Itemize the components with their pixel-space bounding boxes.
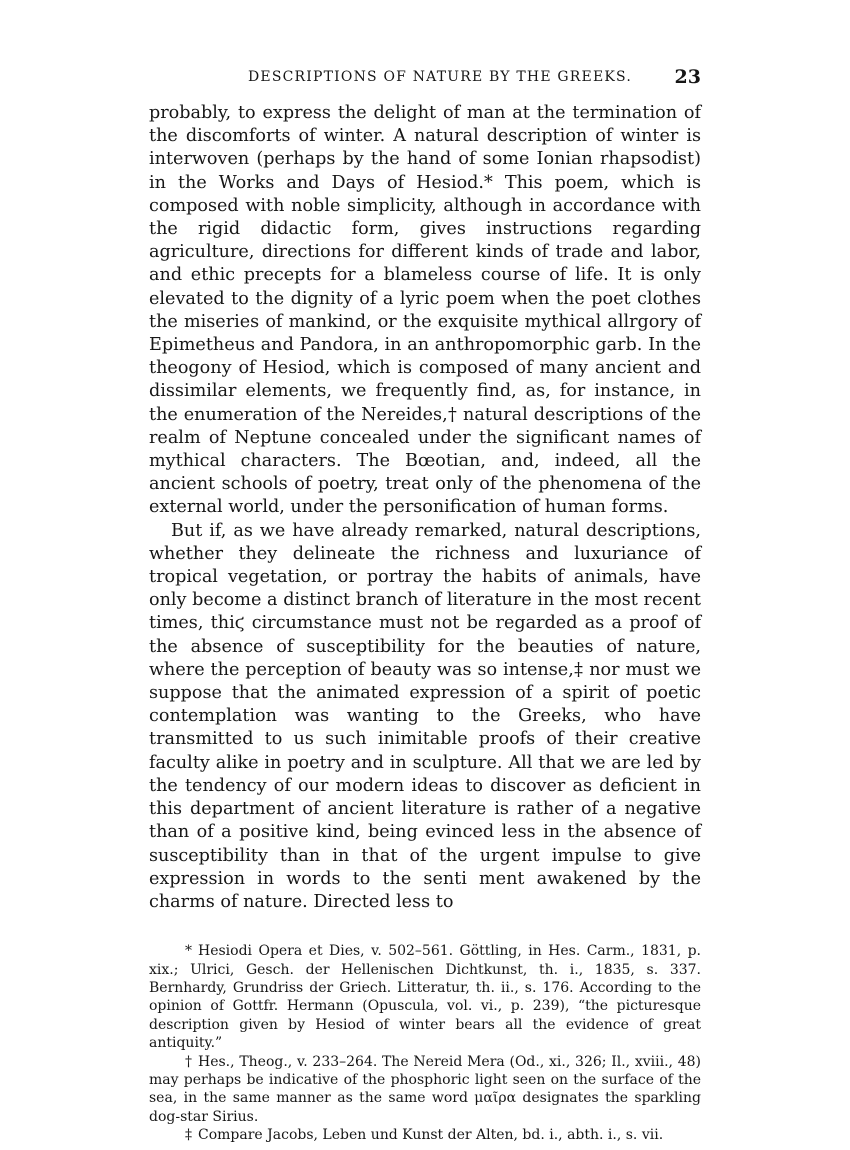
body-text [149, 102, 701, 914]
paragraph: probably, to express the delight of man at the termination of the discomforts of winter. A natural description of winter is interwoven (perhaps by the hand of some Ionian rhapsodist) in the Works and Days of Hesiod.* This poem, which is composed with noble simplicity, although in accordance with the rigid didactic form, gives instructions regarding agriculture, directions for different kinds of trade and labor, and ethic precepts for a blameless course of life. It is only elevated to the dignity of a lyric poem when the poet clothes the miseries of mankind, or the exquisite mythical allrgory of Epimetheus and Pandora, in an anthropomorphic garb. In the theogony of Hesiod, which is composed of many ancient and dissimilar elements, we frequently find, as, for instance, in the enumeration of the Nereides,† natural descriptions of the realm of Neptune concealed under the significant names of mythical characters. The Bœotian, and, indeed, all the ancient schools of poetry, treat only of the phenomena of the external world, under the personification of human forms. [149, 103, 701, 518]
running-head [149, 62, 701, 92]
footnote [149, 942, 701, 1052]
footnote [149, 1053, 701, 1127]
footnote-text: Hes., Theog., v. 233–264. The Nereid Mera (Od., xi., 326; Il., xviii., 48) may perhaps be indicative of the phosphoric light seen on the surface of the sea, in the same manner as the same word μαῖρα designates the sparkling dog-star Sirius. [149, 1053, 701, 1125]
page-number: 23 [674, 66, 701, 88]
footnotes [149, 942, 701, 1144]
footnote-mark: ‡ [185, 1127, 192, 1144]
footnote [149, 1126, 701, 1144]
running-head-title: DESCRIPTIONS OF NATURE BY THE GREEKS. [248, 69, 632, 85]
book-page [149, 62, 701, 1145]
footnote-mark: † [185, 1053, 192, 1070]
footnote-mark: * [185, 943, 192, 960]
footnote-text: Compare Jacobs, Leben und Kunst der Alten, bd. i., abth. i., s. vii. [198, 1127, 664, 1144]
footnote-text: Hesiodi Opera et Dies, v. 502–561. Göttling, in Hes. Carm., 1831, p. xix.; Ulrici, Gesch. der Hellenischen Dichtkunst, th. i., 1835, s. 337. Bernhardy, Grundriss der Griech. Litteratur, th. ii., s. 176. According to the opinion of Gottfr. Hermann (Opuscula, vol. vi., p. 239), “the picturesque description given by Hesiod of winter bears all the evidence of great antiquity.” [149, 943, 701, 1052]
paragraph: But if, as we have already remarked, natural descriptions, whether they delineate the richness and luxuriance of tropical vegetation, or portray the habits of animals, have only become a distinct branch of literature in the most recent times, thiϛ circumstance must not be regarded as a proof of the absence of susceptibility for the beauties of nature, where the perception of beauty was so intense,‡ nor must we suppose that the animated expression of a spirit of poetic contemplation was wanting to the Greeks, who have transmitted to us such inimitable proofs of their creative faculty alike in poetry and in sculpture. All that we are led by the tendency of our modern ideas to discover as deficient in this department of ancient literature is rather of a negative than of a positive kind, being evinced less in the absence of susceptibility than in that of the urgent impulse to give expression in words to the senti ment awakened by the charms of nature. Directed less to [149, 520, 701, 912]
